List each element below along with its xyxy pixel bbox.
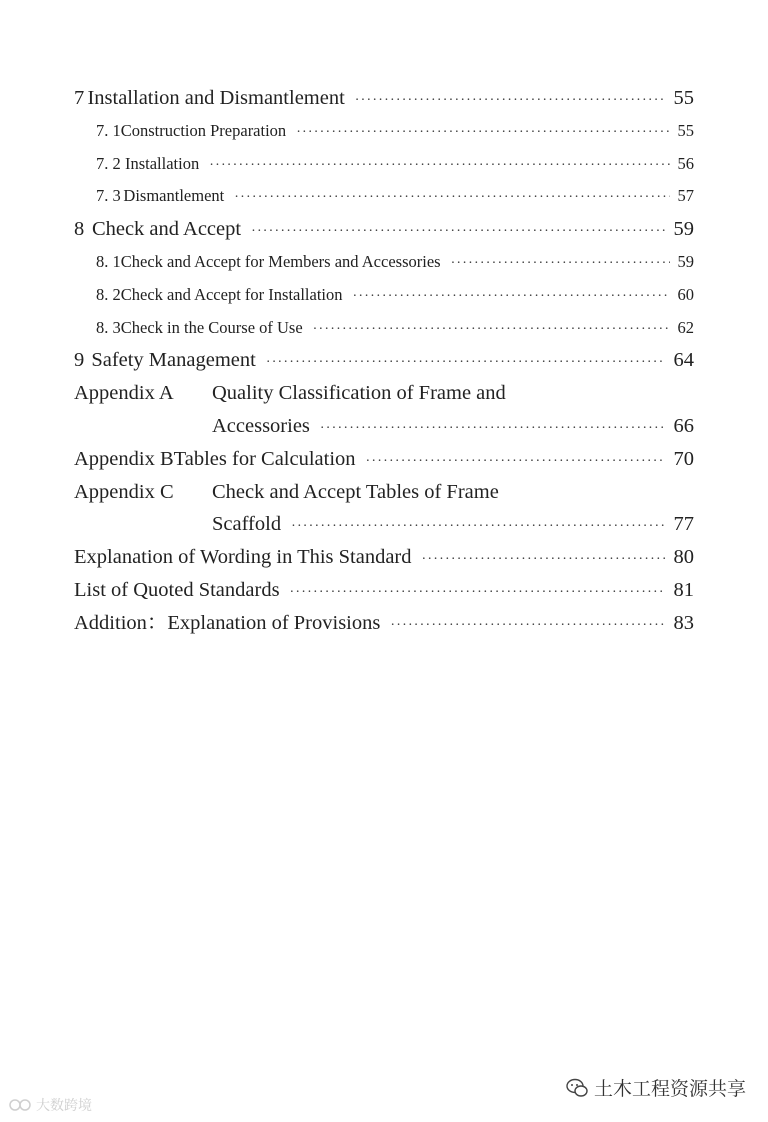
toc-title: Quality Classification of Frame and bbox=[212, 382, 506, 405]
toc-title: Installation and Dismantlement bbox=[87, 87, 345, 109]
dot-leader bbox=[209, 150, 669, 183]
toc-title: Check in the Course of Use bbox=[120, 317, 303, 337]
toc-title: List of Quoted Standards bbox=[74, 578, 280, 601]
toc-title: Check and Accept Tables of Frame bbox=[212, 480, 499, 503]
dot-leader bbox=[320, 413, 666, 446]
toc-entry[interactable] bbox=[74, 443, 694, 476]
toc-page: 80 bbox=[673, 546, 694, 569]
toc-number: 7 bbox=[74, 87, 85, 109]
toc-entry[interactable] bbox=[74, 344, 694, 377]
toc-number: 9 bbox=[74, 349, 85, 372]
toc-title: Check and Accept for Members and Accessories bbox=[120, 251, 441, 271]
toc-page: 55 bbox=[677, 120, 694, 140]
table-of-contents bbox=[74, 82, 694, 640]
dot-leader bbox=[296, 117, 669, 150]
dot-leader bbox=[290, 577, 666, 610]
toc-title: Dismantlement bbox=[123, 186, 225, 206]
toc-entry[interactable] bbox=[74, 148, 694, 181]
dot-leader bbox=[422, 544, 666, 577]
dot-leader bbox=[390, 610, 665, 643]
dot-leader bbox=[355, 85, 666, 118]
toc-page: 56 bbox=[677, 153, 694, 173]
toc-number: Appendix A bbox=[74, 382, 174, 405]
toc-entry[interactable] bbox=[74, 476, 694, 509]
toc-page: 81 bbox=[673, 578, 694, 601]
toc-title: Check and Accept bbox=[91, 218, 242, 241]
toc-title-continued: Accessories bbox=[212, 414, 310, 437]
toc-entry[interactable] bbox=[74, 377, 694, 410]
toc-entry[interactable] bbox=[74, 279, 694, 312]
dot-leader bbox=[291, 511, 665, 544]
toc-page: 66 bbox=[673, 414, 694, 437]
dot-leader bbox=[451, 248, 670, 281]
toc-page: 77 bbox=[673, 513, 694, 536]
toc-title: Addition：Explanation of Provisions bbox=[74, 611, 381, 634]
toc-number: 7. 3 bbox=[96, 186, 121, 206]
watermark-left-text: 大数跨境 bbox=[36, 1098, 92, 1114]
toc-page: 57 bbox=[677, 186, 694, 206]
wechat-icon bbox=[566, 1078, 588, 1098]
toc-title: Construction Preparation bbox=[120, 120, 287, 140]
toc-entry[interactable] bbox=[74, 246, 694, 279]
toc-page: 70 bbox=[673, 447, 694, 470]
toc-entry[interactable] bbox=[74, 312, 694, 345]
logo-icon bbox=[8, 1098, 32, 1112]
toc-page: 59 bbox=[673, 218, 694, 241]
watermark-right bbox=[566, 1074, 746, 1101]
toc-number: 8. 3 bbox=[96, 317, 121, 337]
toc-entry[interactable] bbox=[74, 574, 694, 607]
dot-leader bbox=[266, 347, 666, 380]
toc-entry[interactable] bbox=[74, 213, 694, 246]
toc-page: 55 bbox=[673, 87, 694, 109]
dot-leader bbox=[251, 216, 665, 249]
toc-page: 62 bbox=[677, 317, 694, 337]
toc-number: Appendix C bbox=[74, 480, 174, 503]
toc-title: Explanation of Wording in This Standard bbox=[74, 546, 412, 569]
toc-page: 83 bbox=[673, 611, 694, 634]
dot-leader bbox=[234, 182, 669, 215]
toc-page: 60 bbox=[677, 284, 694, 304]
toc-page: 59 bbox=[677, 251, 694, 271]
toc-number: 7. 1 bbox=[96, 120, 121, 140]
toc-entry[interactable] bbox=[74, 82, 694, 115]
dot-leader bbox=[366, 446, 666, 479]
toc-number: 8. 1 bbox=[96, 251, 121, 271]
toc-number: 7. 2 bbox=[96, 153, 121, 173]
toc-title-continued: Scaffold bbox=[212, 513, 282, 536]
watermark-right-text: 土木工程资源共享 bbox=[594, 1078, 747, 1100]
toc-entry[interactable] bbox=[74, 607, 694, 640]
watermark-left bbox=[8, 1095, 92, 1115]
toc-entry[interactable] bbox=[74, 180, 694, 213]
dot-leader bbox=[353, 281, 670, 314]
toc-number: Appendix B bbox=[74, 447, 174, 470]
toc-title: Check and Accept for Installation bbox=[120, 284, 343, 304]
toc-entry-continuation[interactable] bbox=[74, 508, 694, 541]
toc-entry-continuation[interactable] bbox=[74, 410, 694, 443]
toc-entry[interactable] bbox=[74, 115, 694, 148]
toc-title: Tables for Calculation bbox=[173, 447, 356, 470]
toc-number: 8 bbox=[74, 218, 85, 241]
dot-leader bbox=[313, 314, 670, 347]
toc-entry[interactable] bbox=[74, 541, 694, 574]
toc-number: 8. 2 bbox=[96, 284, 121, 304]
toc-title: Installation bbox=[124, 153, 200, 173]
toc-page: 64 bbox=[673, 349, 694, 372]
toc-title: Safety Management bbox=[91, 349, 256, 372]
